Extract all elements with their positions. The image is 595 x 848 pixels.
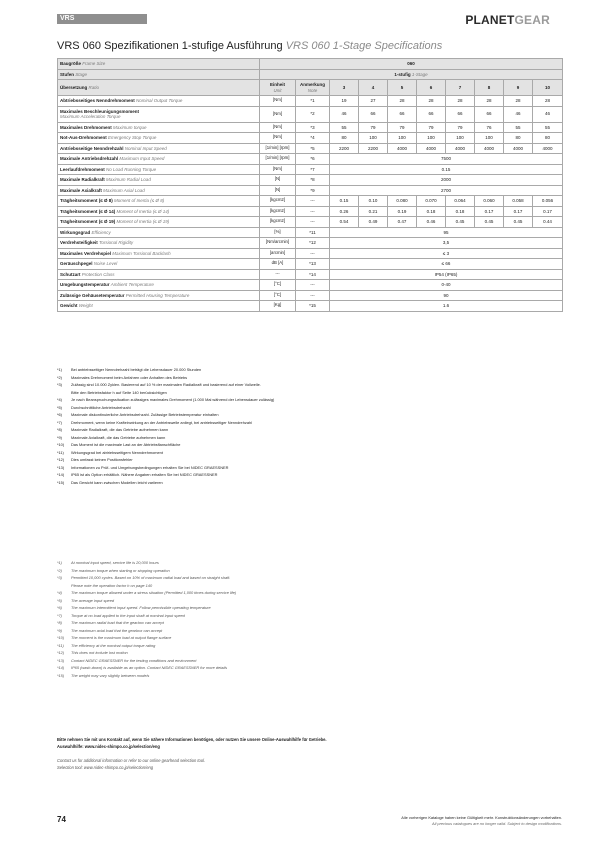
spec-unit: [°C] xyxy=(260,290,296,301)
spec-value: 55 xyxy=(533,122,563,133)
spec-value: 2200 xyxy=(330,143,359,154)
spec-note: --- xyxy=(296,196,330,207)
spec-row xyxy=(58,259,563,270)
footnotes-de xyxy=(57,366,562,486)
note-header: Anmerkung Note xyxy=(296,80,330,96)
spec-value: 0.18 xyxy=(417,206,446,217)
spec-value: 4000 xyxy=(417,143,446,154)
footnote-key: *10) xyxy=(57,635,65,640)
footnote-key: *14) xyxy=(57,665,65,670)
spec-row xyxy=(58,154,563,165)
footnote-key: *5) xyxy=(57,404,62,410)
spec-unit: [kgcm2] xyxy=(260,196,296,207)
spec-unit: [Nm] xyxy=(260,96,296,107)
spec-label: Maximale Axialkraft Maximum Axial Load xyxy=(58,185,260,196)
footnote-key: *15) xyxy=(57,672,65,678)
spec-value: 28 xyxy=(417,96,446,107)
title-en: VRS 060 1-Stage Specifications xyxy=(285,40,443,52)
spec-table xyxy=(57,58,563,312)
spec-label: Maximale Radialkraft Maximum Radial Load xyxy=(58,175,260,186)
spec-value-span: 7500 xyxy=(330,154,563,165)
spec-value: 0.17 xyxy=(475,206,504,217)
footnote xyxy=(57,604,562,612)
spec-value: 0.46 xyxy=(417,217,446,228)
spec-value: 66 xyxy=(359,106,388,122)
spec-label: Trägheitsmoment (≤ Ø 19) Moment of Inertia (≤ Ø 19) xyxy=(58,217,260,228)
spec-value: 0.070 xyxy=(417,196,446,207)
spec-value-span: IP54 (IP65) xyxy=(330,269,563,280)
spec-row xyxy=(58,290,563,301)
series-tag: VRS xyxy=(57,14,147,24)
footnote-text: Maximale diskontinuierliche Antriebsdrehzahl. Zulässige Betriebstemperatur einhalten xyxy=(71,412,219,417)
spec-unit: [Kg] xyxy=(260,301,296,312)
footnote-text: The maximum intermittent input speed. Follow permissible operating temperature xyxy=(71,605,211,610)
footnote-text: Das Moment ist die maximale Last an der Abtriebsflanschfläche xyxy=(71,442,181,447)
footnote-text: The weight may vary slightly between models xyxy=(71,672,150,678)
spec-value: 66 xyxy=(475,106,504,122)
spec-value-span: 0-40 xyxy=(330,280,563,291)
footnote-text: The efficiency at the nominal output torque rating xyxy=(71,642,156,648)
stage-value: 1-stufig 1-Stage xyxy=(260,69,563,80)
spec-note: --- xyxy=(296,290,330,301)
spec-row xyxy=(58,185,563,196)
footer-disclaimer-de: Alle vorherigen Kataloge haben keine Gültigkeit mehr. Konstruktionsänderungen vorbehalten. xyxy=(401,815,562,820)
spec-row xyxy=(58,217,563,228)
footnote-text: Zulässig sind 10.000 Zyklen. Basierend auf 10 % der maximalen Radialkraft und basierend auf einer Vollwelle. Bitte den Betriebsfaktor h auf Seite 140 berücksichtigen xyxy=(71,382,261,395)
spec-value: 79 xyxy=(388,122,417,133)
footnote-key: *9) xyxy=(57,627,62,633)
footnote-text: Dies umfasst keinen Positionsfehler xyxy=(71,457,133,462)
spec-label: Maximales Beschleunigungsmoment Maximum Acceleration Torque xyxy=(58,106,260,122)
spec-value: 79 xyxy=(359,122,388,133)
footnote-text: The maximum torque allowed under a stress situation (Permitted 1,000 times during service life) xyxy=(71,590,237,595)
spec-row xyxy=(58,206,563,217)
footnote xyxy=(57,471,562,479)
footnote xyxy=(57,589,562,597)
footnote xyxy=(57,479,562,487)
spec-unit: [Nm] xyxy=(260,106,296,122)
spec-value: 0.19 xyxy=(388,206,417,217)
footnote-key: *2) xyxy=(57,567,62,573)
frame-size-value: 060 xyxy=(260,59,563,70)
spec-row xyxy=(58,301,563,312)
spec-unit: [Nm] xyxy=(260,133,296,144)
spec-unit: [Nm/arcmin] xyxy=(260,238,296,249)
spec-note: --- xyxy=(296,217,330,228)
footnote xyxy=(57,441,562,449)
spec-value: 80 xyxy=(504,133,533,144)
footnote-key: *1) xyxy=(57,560,62,565)
page-header xyxy=(57,13,550,33)
page-title xyxy=(57,40,442,52)
spec-note: *15 xyxy=(296,301,330,312)
footnote xyxy=(57,456,562,464)
spec-value: 0.54 xyxy=(330,217,359,228)
spec-note: *5 xyxy=(296,143,330,154)
footnote xyxy=(57,449,562,457)
spec-value: 80 xyxy=(533,133,563,144)
footnote-key: *12) xyxy=(57,457,65,462)
footnote-key: *2) xyxy=(57,374,62,380)
footnote xyxy=(57,381,562,396)
frame-size-row xyxy=(58,59,563,70)
spec-unit: --- xyxy=(260,269,296,280)
footnote xyxy=(57,404,562,412)
spec-value: 4000 xyxy=(388,143,417,154)
spec-note: *1 xyxy=(296,96,330,107)
footnote-key: *3) xyxy=(57,382,62,387)
footnote xyxy=(57,396,562,404)
spec-value: 100 xyxy=(388,133,417,144)
footnote xyxy=(57,657,562,665)
spec-value: 19 xyxy=(330,96,359,107)
footnote-text: The maximum torque when starting or stopping operation xyxy=(71,567,170,573)
footnote-text: Durchschnittliche Antriebsdrehzahl xyxy=(71,404,131,410)
footnote-text: The average input speed xyxy=(71,597,115,603)
footnote-text: IP65 (wash-down) is available as an option. Contact NIDEC GRAESSNER for more details xyxy=(71,665,228,670)
spec-row xyxy=(58,133,563,144)
footnote-text: Torque at no load applied to the input shaft at nominal input speed xyxy=(71,612,185,618)
footnote-text: Permitted 10,000 cycles. Based on 10% of maximum radial load and based on straight shaft. Please note the operation factor h on page 140 xyxy=(71,575,231,588)
spec-label: Geräuschpegel Noise Level xyxy=(58,259,260,270)
spec-value-span: 0.15 xyxy=(330,164,563,175)
footnote xyxy=(57,419,562,427)
spec-note: *9 xyxy=(296,185,330,196)
spec-note: *7 xyxy=(296,164,330,175)
spec-value: 4000 xyxy=(446,143,475,154)
brand-logo xyxy=(465,13,550,27)
footnote xyxy=(57,426,562,434)
footnote xyxy=(57,664,562,672)
contact-en-selection-link[interactable]: Selection tool: www.nidec-shimpo.co.jp/selection/eng xyxy=(57,764,154,770)
spec-label: Umgebungstemperatur Ambient Temperature xyxy=(58,280,260,291)
spec-value: 0.064 xyxy=(446,196,475,207)
spec-value: 100 xyxy=(446,133,475,144)
spec-value: 28 xyxy=(533,96,563,107)
footnote-key: *4) xyxy=(57,397,62,402)
footnote-key: *11) xyxy=(57,642,64,648)
footnote-key: *13) xyxy=(57,464,65,470)
brand-primary: PLANET xyxy=(465,13,515,27)
spec-value: 0.45 xyxy=(504,217,533,228)
footnote-key: *5) xyxy=(57,597,62,603)
spec-unit: [kgcm2] xyxy=(260,206,296,217)
footnote xyxy=(57,672,562,680)
footnote-text: Maximales Drehmoment beim Anfahren oder Anhalten des Betriebs xyxy=(71,374,188,380)
spec-value: 46 xyxy=(504,106,533,122)
spec-label: Antriebsseitige Nenndrehzahl Nominal Input Speed xyxy=(58,143,260,154)
ratio-cell: 5 xyxy=(388,80,417,96)
spec-unit: [Nm] xyxy=(260,164,296,175)
ratio-cell: 3 xyxy=(330,80,359,96)
footnote-text: At nominal input speed, service life is 20,000 hours xyxy=(71,560,159,565)
spec-note: *11 xyxy=(296,227,330,238)
footnote xyxy=(57,567,562,575)
footnote-text: IP65 ist als Option erhältlich. Nähere Angaben erhalten Sie bei NIDEC GRAESSNER xyxy=(71,472,218,477)
footnote-key: *8) xyxy=(57,620,62,625)
spec-row xyxy=(58,175,563,186)
spec-value: 0.18 xyxy=(446,206,475,217)
spec-value: 100 xyxy=(475,133,504,144)
footnote-key: *4) xyxy=(57,590,62,595)
ratio-cell: 7 xyxy=(446,80,475,96)
spec-note: *14 xyxy=(296,269,330,280)
unit-header: Einheit Unit xyxy=(260,80,296,96)
footnote xyxy=(57,619,562,627)
spec-value: 0.45 xyxy=(446,217,475,228)
spec-value: 66 xyxy=(388,106,417,122)
spec-value: 0.49 xyxy=(359,217,388,228)
spec-row xyxy=(58,280,563,291)
page-number: 74 xyxy=(57,815,66,824)
footnote-key: *6) xyxy=(57,412,62,417)
spec-value: 4000 xyxy=(504,143,533,154)
spec-label: Maximales Verdrehspiel Maximum Torsional Backlash xyxy=(58,248,260,259)
footnote xyxy=(57,574,562,589)
spec-label: Wirkungsgrad Efficiency xyxy=(58,227,260,238)
spec-value: 0.056 xyxy=(533,196,563,207)
spec-note: --- xyxy=(296,280,330,291)
spec-value-span: 90 xyxy=(330,290,563,301)
spec-value: 0.45 xyxy=(475,217,504,228)
spec-label: Gewicht Weight xyxy=(58,301,260,312)
ratio-row xyxy=(58,80,563,96)
spec-row xyxy=(58,238,563,249)
footnote xyxy=(57,374,562,382)
spec-value-span: 2000 xyxy=(330,175,563,186)
footnote xyxy=(57,612,562,620)
spec-value: 0.17 xyxy=(504,206,533,217)
spec-note: *6 xyxy=(296,154,330,165)
footnote-key: *10) xyxy=(57,442,65,447)
spec-value-span: 3,5 xyxy=(330,238,563,249)
spec-unit: [N] xyxy=(260,185,296,196)
spec-label: Zulässige Gehäusetemperatur Permitted Housing Temperature xyxy=(58,290,260,301)
spec-value-span: 2700 xyxy=(330,185,563,196)
spec-unit: [kgcm2] xyxy=(260,217,296,228)
spec-value: 28 xyxy=(475,96,504,107)
footnote xyxy=(57,434,562,442)
contact-de-selection-link[interactable]: Auswahlhilfe: www.nidec-shimpo.co.jp/selection/eng xyxy=(57,743,160,749)
spec-row xyxy=(58,227,563,238)
spec-note: *13 xyxy=(296,259,330,270)
footnote-text: The moment is the maximum load at output flange surface xyxy=(71,635,172,640)
footnote-key: *14) xyxy=(57,472,65,477)
ratio-cell: 4 xyxy=(359,80,388,96)
spec-note: --- xyxy=(296,248,330,259)
ratio-cell: 9 xyxy=(504,80,533,96)
spec-value: 0.44 xyxy=(533,217,563,228)
footnote xyxy=(57,642,562,650)
footnote xyxy=(57,366,562,374)
spec-unit: [arcmin] xyxy=(260,248,296,259)
spec-label: Not-Aus-Drehmoment Emergency Stop Torque xyxy=(58,133,260,144)
spec-value-span: 95 xyxy=(330,227,563,238)
spec-value: 0.47 xyxy=(388,217,417,228)
footnote-text: This does not include lost motion xyxy=(71,650,128,655)
title-de: VRS 060 Spezifikationen 1-stufige Ausführung xyxy=(57,40,283,52)
footnote xyxy=(57,634,562,642)
spec-value: 28 xyxy=(446,96,475,107)
footnote-text: The maximum axial load that the gearbox can accept xyxy=(71,627,163,633)
spec-value: 0.17 xyxy=(533,206,563,217)
spec-unit: [1/min] [rpm] xyxy=(260,154,296,165)
spec-note: --- xyxy=(296,206,330,217)
spec-value: 100 xyxy=(417,133,446,144)
spec-unit: [%] xyxy=(260,227,296,238)
spec-label: Abtriebsseitiges Nenndrehmoment Nominal Output Torque xyxy=(58,96,260,107)
footnote-key: *6) xyxy=(57,605,62,610)
spec-value: 76 xyxy=(475,122,504,133)
spec-value: 4000 xyxy=(475,143,504,154)
footnote-text: Informationen zu Prüf- und Umgebungsbedingungen erhalten Sie bei NIDEC GRAESSNER xyxy=(71,464,229,470)
spec-row xyxy=(58,96,563,107)
spec-note: *3 xyxy=(296,122,330,133)
spec-value: 46 xyxy=(533,106,563,122)
spec-value: 80 xyxy=(330,133,359,144)
footnote-text: The maximum radial load that the gearbox can accept xyxy=(71,620,164,625)
spec-value: 0.080 xyxy=(388,196,417,207)
spec-label: Leerlaufdrehmoment No Load Running Torque xyxy=(58,164,260,175)
spec-unit: [Nm] xyxy=(260,122,296,133)
spec-value: 100 xyxy=(359,133,388,144)
footnote xyxy=(57,627,562,635)
spec-value-span: 1.6 xyxy=(330,301,563,312)
footnote-key: *3) xyxy=(57,575,62,580)
contact-en xyxy=(57,758,562,771)
spec-unit: [°C] xyxy=(260,280,296,291)
frame-size-label: Baugröße Frame Size xyxy=(58,59,260,70)
footer-disclaimer xyxy=(401,815,562,827)
spec-unit: [N] xyxy=(260,175,296,186)
spec-value: 2200 xyxy=(359,143,388,154)
spec-value: 0.21 xyxy=(359,206,388,217)
stage-row xyxy=(58,69,563,80)
footnote-text: Je nach Beanspruchungssituation zulässiges maximales Drehmoment (1.000 Mal während der Lebensdauer zulässig) xyxy=(71,397,275,402)
spec-label: Verdrehsteifigkeit Torsional Rigidity xyxy=(58,238,260,249)
spec-row xyxy=(58,164,563,175)
spec-value: 66 xyxy=(417,106,446,122)
footer-disclaimer-en: All previous catalogues are no longer valid. Subject to design modifications. xyxy=(432,821,562,826)
spec-value: 46 xyxy=(330,106,359,122)
spec-value: 0.15 xyxy=(330,196,359,207)
spec-label: Trägheitsmoment (≤ Ø 14) Moment of Inertia (≤ Ø 14) xyxy=(58,206,260,217)
footnote-text: Wirkungsgrad bei abtriebsseitigem Nenndrehmoment xyxy=(71,449,163,455)
footnote xyxy=(57,559,562,567)
spec-note: *2 xyxy=(296,106,330,122)
spec-row xyxy=(58,269,563,280)
spec-value: 55 xyxy=(330,122,359,133)
spec-label: Trägheitsmoment (≤ Ø 8) Moment of Inertia (≤ Ø 8) xyxy=(58,196,260,207)
footnote-text: Contact NIDEC GRAESSNER for the testing conditions and environment xyxy=(71,657,197,663)
footnote-key: *9) xyxy=(57,434,62,440)
footnote-key: *13) xyxy=(57,657,65,663)
spec-note: *4 xyxy=(296,133,330,144)
footnote xyxy=(57,649,562,657)
spec-value: 0.058 xyxy=(504,196,533,207)
footnote-key: *12) xyxy=(57,650,65,655)
footnotes-en xyxy=(57,559,562,679)
spec-row xyxy=(58,196,563,207)
footnote-key: *11) xyxy=(57,449,64,455)
spec-value: 27 xyxy=(359,96,388,107)
spec-value: 55 xyxy=(504,122,533,133)
spec-label: Maximales Drehmoment Maximum torque xyxy=(58,122,260,133)
footnote-text: Das Gewicht kann zwischen Modellen leicht variieren xyxy=(71,479,163,485)
footnote-text: Bei antriebsseitiger Nenndrehzahl beträgt die Lebensdauer 20.000 Stunden xyxy=(71,367,202,372)
spec-note: *8 xyxy=(296,175,330,186)
contact-de-line: Bitte nehmen Sie mit uns Kontakt auf, wenn Sie nähere Informationen benötigen, oder nutzen Sie unsere Online-Auswahlhilfe für Getriebe. xyxy=(57,737,327,742)
footnote xyxy=(57,464,562,472)
footnote-key: *1) xyxy=(57,367,62,372)
spec-value: 0.26 xyxy=(330,206,359,217)
spec-unit: [1/min] [rpm] xyxy=(260,143,296,154)
footnote-text: Drehmoment, wenn keine Krafteinwirkung an der Antriebswelle anliegt, bei antriebsseitiger Nenndrehzahl xyxy=(71,419,253,425)
footnote-key: *7) xyxy=(57,419,62,425)
spec-value-span: ≤ 3 xyxy=(330,248,563,259)
spec-row xyxy=(58,143,563,154)
spec-value: 0.10 xyxy=(359,196,388,207)
spec-label: Maximale Antriebsdrehzahl Maximum Input Speed xyxy=(58,154,260,165)
spec-row xyxy=(58,248,563,259)
stage-label: Stufen Stage xyxy=(58,69,260,80)
spec-value: 4000 xyxy=(533,143,563,154)
contact-en-line: Contact us for additional information or refer to our online gearhead selection tool. xyxy=(57,758,206,763)
footnote-key: *7) xyxy=(57,612,62,618)
spec-label: Schutzart Protection Class xyxy=(58,269,260,280)
spec-value-span: ≤ 66 xyxy=(330,259,563,270)
spec-value: 66 xyxy=(446,106,475,122)
spec-value: 79 xyxy=(446,122,475,133)
spec-value: 0.060 xyxy=(475,196,504,207)
spec-row xyxy=(58,106,563,122)
spec-value: 79 xyxy=(417,122,446,133)
brand-accent: GEAR xyxy=(514,13,550,27)
ratio-cell: 8 xyxy=(475,80,504,96)
spec-unit: dB [A] xyxy=(260,259,296,270)
footnote xyxy=(57,597,562,605)
spec-value: 28 xyxy=(504,96,533,107)
spec-row xyxy=(58,122,563,133)
footnote-key: *15) xyxy=(57,479,65,485)
ratio-cell: 6 xyxy=(417,80,446,96)
ratio-cell: 10 xyxy=(533,80,563,96)
contact-de xyxy=(57,737,562,750)
footnote-key: *8) xyxy=(57,427,62,432)
footnote-text: Maximale Axialkraft, die das Getriebe aufnehmen kann xyxy=(71,434,166,440)
spec-note: *12 xyxy=(296,238,330,249)
footnote-text: Maximale Radialkraft, die das Getriebe aufnehmen kann xyxy=(71,427,169,432)
spec-value: 28 xyxy=(388,96,417,107)
ratio-label: Übersetzung Ratio xyxy=(58,80,260,96)
footnote xyxy=(57,411,562,419)
